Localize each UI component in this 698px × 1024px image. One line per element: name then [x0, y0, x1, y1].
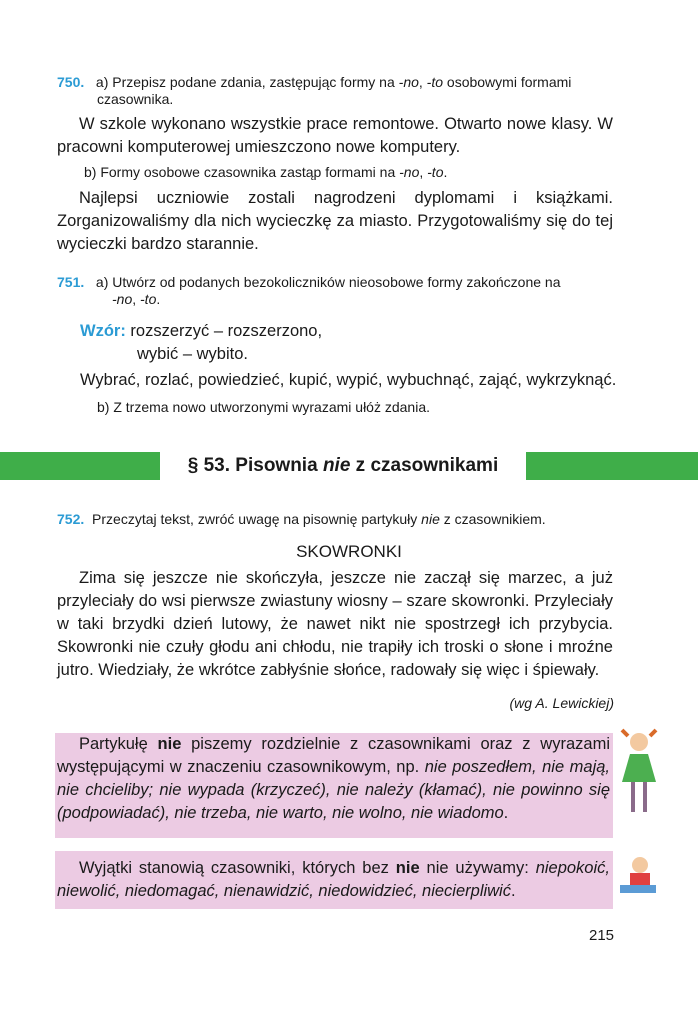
text-segment: Przeczytaj tekst, zwróć uwagę na pisownię partykuły: [92, 511, 422, 527]
italic-text: nie poszedłem, nie mają, nie chcieliby; nie wypada (krzyczeć), nie należy (kłamać), nie powinno się (podpowiadać), nie trzeba, nie warto, nie wolno, nie wiadomo: [57, 758, 611, 822]
instruction-text: [92, 511, 546, 527]
story-title-text: SKOWRONKI: [296, 542, 402, 561]
italic-text: -no: [398, 74, 419, 90]
bold-text: nie: [157, 735, 182, 753]
italic-text: niepokoić, niewolić, niedomagać, nienawidzić, niedowidzieć, niecierpliwić: [57, 859, 610, 900]
text-segment: z czasownikiem.: [439, 511, 546, 527]
pattern-line-1: [80, 320, 322, 343]
text-segment: § 53. Pisownia: [187, 455, 323, 476]
exercise-751-b: b) Z trzema nowo utworzonymi wyrazami ułóż zdania.: [97, 399, 431, 415]
text-segment: Partykułę: [79, 735, 158, 753]
exercise-750-b: [84, 164, 447, 181]
exercise-750-text-b: Najlepsi uczniowie zostali nagrodzeni dyplomami i książkami. Zorganizowaliśmy dla nich wycieczkę za miasto. Przygotowaliśmy się do tej wycieczki bardzo starannie.: [57, 189, 613, 253]
instruction-text: [96, 74, 571, 90]
section-title: [160, 449, 526, 483]
text-segment: .: [443, 164, 448, 180]
girl-illustration-icon: [618, 728, 660, 818]
italic-text: -no: [399, 164, 420, 180]
text-segment: b) Formy osobowe czasownika zastąp formami na: [84, 164, 400, 180]
instruction-text: a) Utwórz od podanych bezokoliczników nieosobowe formy zakończone na: [95, 274, 561, 290]
text-segment: ,: [419, 164, 428, 180]
text-segment: piszemy rozdzielnie z czasownikami oraz z wyrazami występującymi w znaczeniu czasownikowym, np.: [57, 735, 610, 776]
boy-illustration-icon: [616, 855, 660, 897]
exercise-number: 752.: [57, 511, 85, 527]
italic-text: -to: [426, 74, 444, 90]
text-segment: .: [503, 804, 509, 822]
bold-text: nie: [395, 859, 420, 877]
pattern-text: rozszerzyć – rozszerzono,: [130, 322, 323, 340]
exercise-751-a: [57, 274, 613, 291]
exercise-750-a: [57, 74, 617, 91]
italic-text: nie: [322, 455, 351, 476]
rule-text: [57, 733, 610, 825]
exercise-751-words: Wybrać, rozlać, powiedzieć, kupić, wypić, wybuchnąć, zająć, wykrzyknąć.: [80, 371, 617, 389]
exercise-750-a-cont: czasownika.: [97, 91, 174, 107]
pattern-label: Wzór:: [80, 322, 126, 340]
italic-text: nie: [421, 511, 440, 527]
exception-text: [57, 857, 610, 903]
italic-text: -to: [140, 291, 157, 307]
exercise-751-a-cont: [112, 291, 160, 308]
exercise-number: 751.: [57, 274, 85, 290]
exercise-750-text-a: W szkole wykonano wszystkie prace remontowe. Otwarto nowe klasy. W pracowni komputerowej umieszczono nowe komputery.: [57, 115, 613, 156]
text-segment: ,: [132, 291, 141, 307]
story-title: [0, 542, 698, 562]
italic-text: -no: [112, 291, 133, 307]
text-segment: ,: [418, 74, 427, 90]
text-segment: osobowymi formami: [443, 74, 572, 90]
text-segment: a) Przepisz podane zdania, zastępując formy na: [95, 74, 399, 90]
text-segment: .: [156, 291, 161, 307]
page-number: 215: [589, 927, 615, 944]
pattern-line-2: wybić – wybito.: [137, 345, 248, 363]
text-segment: .: [510, 882, 516, 900]
exercise-752: [57, 511, 546, 528]
story-text: Zima się jeszcze nie skończyła, jeszcze nie zaczął się marzec, a już przyleciały do wsi pierwsze zwiastuny wiosny – szare skowronki. Przyleciały w taki brzydki dzień lutowy, że nawet nikt nie spostrzegł ich przybycia. Skowronki nie czuły głodu ani chłodu, nie trapiły ich troski o słone i mroźne jutro. Wiedziały, że wkrótce zabłyśnie słońce, radowały się więc i śpiewały.: [57, 569, 613, 679]
text-segment: z czasownikami: [350, 455, 499, 476]
italic-text: -to: [427, 164, 444, 180]
text-segment: Wyjątki stanowią czasowniki, których bez: [79, 859, 396, 877]
exercise-number: 750.: [57, 74, 85, 90]
story-source: (wg A. Lewickiej): [509, 695, 614, 711]
text-segment: nie używamy:: [419, 859, 536, 877]
